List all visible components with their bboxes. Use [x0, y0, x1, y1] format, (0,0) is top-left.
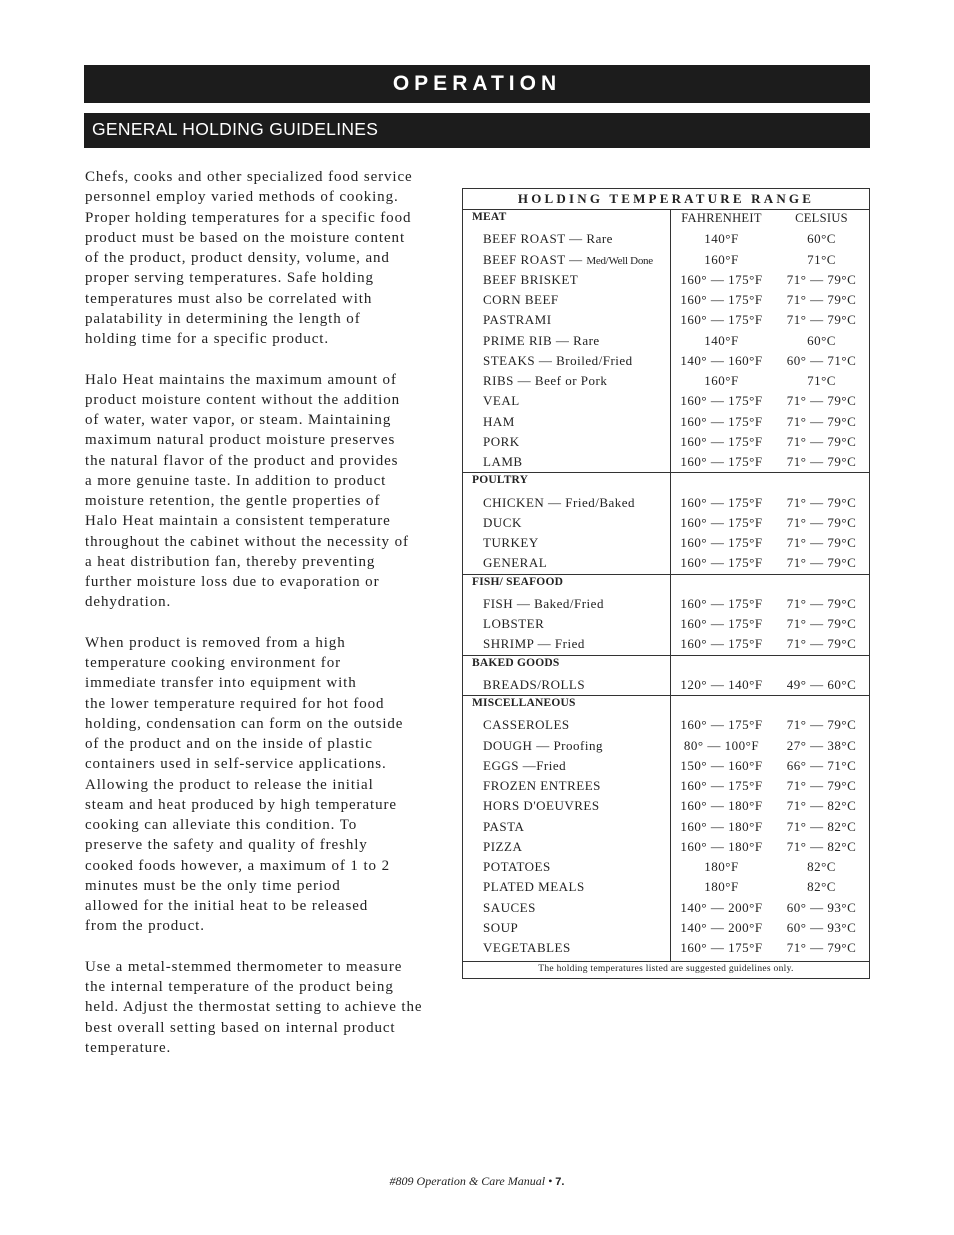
- table-row: [463, 938, 869, 958]
- table-row: [463, 229, 869, 249]
- paragraph-line: minutes must be the only time period: [85, 877, 341, 894]
- category-label: BAKED GOODS: [472, 656, 560, 669]
- table-row: [463, 614, 869, 634]
- fahrenheit-value: 140°F: [704, 332, 739, 348]
- item-name-text: LAMB: [483, 454, 523, 469]
- paragraph-line: temperatures must also be correlated with: [85, 290, 373, 307]
- fahrenheit-value: 160° — 175°F: [680, 271, 763, 287]
- celsius-value: 71° — 82°C: [786, 838, 857, 854]
- item-name-text: EGGS —Fried: [483, 757, 567, 773]
- paragraph-line: best overall setting based on internal product: [85, 1019, 396, 1036]
- item-name-text: TURKEY: [483, 535, 539, 550]
- celsius-value: 82°C: [807, 879, 836, 895]
- fahrenheit-value: 160° — 175°F: [680, 636, 763, 652]
- paragraph-gap: [85, 349, 480, 369]
- item-name: [483, 373, 607, 389]
- fahrenheit-value: 140° — 160°F: [680, 352, 763, 368]
- item-name-detail: Med/Well Done: [586, 254, 653, 267]
- item-name-text: PASTRAMI: [483, 312, 552, 328]
- table-category-row: [463, 209, 869, 229]
- paragraph-gap: [85, 613, 480, 633]
- category-label: FISH/ SEAFOOD: [472, 575, 564, 588]
- category-label: MEAT: [472, 211, 507, 223]
- fahrenheit-value: 160° — 175°F: [680, 778, 763, 793]
- paragraph-line: Halo Heat maintains the maximum amount of: [85, 371, 397, 388]
- celsius-value: 60° — 71°C: [786, 352, 857, 368]
- item-name-text: VEAL: [483, 393, 520, 409]
- paragraph-line: the internal temperature of the product being: [85, 979, 394, 995]
- paragraph-line: moisture retention, the gentle properties of: [85, 493, 381, 509]
- item-name: [483, 839, 522, 855]
- paragraph-line: of the product and on the inside of plastic: [85, 736, 373, 752]
- item-name: [483, 333, 600, 349]
- fahrenheit-value: 150° — 160°F: [680, 757, 763, 773]
- celsius-value: 71° — 79°C: [786, 393, 857, 409]
- item-name: [483, 393, 520, 409]
- paragraph-line: a more genuine taste. In addition to product: [85, 472, 387, 489]
- item-name: [483, 555, 547, 571]
- fahrenheit-value: 160° — 175°F: [680, 595, 763, 611]
- table-row: [463, 391, 869, 411]
- item-name-text: CORN BEEF: [483, 292, 559, 307]
- item-name: [483, 495, 635, 511]
- item-name-text: PORK: [483, 433, 520, 449]
- celsius-value: 71° — 82°C: [786, 818, 857, 834]
- table-row: [463, 715, 869, 735]
- table-category-row: [463, 472, 869, 492]
- fahrenheit-value: 160° — 180°F: [680, 838, 763, 854]
- item-name: [483, 252, 653, 268]
- item-name-text: CASSEROLES: [483, 717, 570, 733]
- fahrenheit-value: 160° — 175°F: [680, 535, 763, 550]
- table-footnote: The holding temperatures listed are suggested guidelines only.: [538, 964, 794, 974]
- celsius-value: 60°C: [807, 231, 836, 247]
- fahrenheit-value: 160°F: [704, 373, 739, 388]
- body-text: [85, 167, 480, 1058]
- item-name: [483, 535, 539, 551]
- celsius-value: 71° — 79°C: [786, 494, 857, 510]
- paragraph-line: of the product, product density, volume, and: [85, 250, 390, 266]
- celsius-value: 71° — 82°C: [786, 798, 857, 814]
- item-name-text: PASTA: [483, 818, 525, 834]
- item-name-text: BEEF BRISKET: [483, 271, 579, 287]
- item-name-text: SHRIMP — Fried: [483, 636, 585, 652]
- celsius-value: 71° — 79°C: [786, 514, 857, 530]
- celsius-value: 71° — 79°C: [786, 940, 857, 955]
- item-name: [483, 292, 559, 308]
- item-name: [483, 738, 603, 754]
- celsius-value: 71° — 79°C: [786, 717, 857, 733]
- item-name-text: RIBS — Beef or Pork: [483, 373, 608, 388]
- table-row: [463, 918, 869, 938]
- category-label: POULTRY: [472, 474, 529, 487]
- item-name-text: GENERAL: [483, 555, 548, 571]
- item-name-text: HORS D'OEUVRES: [483, 798, 600, 814]
- item-name-text: POTATOES: [483, 859, 551, 874]
- item-name-text: PLATED MEALS: [483, 879, 585, 895]
- fahrenheit-value: 160° — 175°F: [680, 555, 763, 571]
- paragraph-line: immediate transfer into equipment with: [85, 675, 357, 692]
- celsius-value: 71° — 79°C: [786, 433, 857, 449]
- item-name: [483, 312, 552, 328]
- page-footer: [0, 1174, 954, 1189]
- table-row: [463, 310, 869, 330]
- table-row: [463, 857, 869, 877]
- item-name: [483, 900, 536, 916]
- item-name: [483, 717, 570, 733]
- fahrenheit-value: 160° — 175°F: [680, 616, 763, 631]
- fahrenheit-value: 80° — 100°F: [683, 737, 760, 753]
- fahrenheit-value: 140°F: [704, 231, 739, 247]
- celsius-value: 71° — 79°C: [786, 271, 857, 287]
- item-name: [483, 414, 515, 430]
- table-row: [463, 736, 869, 756]
- table-row: [463, 412, 869, 432]
- item-name: [483, 859, 551, 875]
- fahrenheit-value: 160°F: [704, 251, 739, 267]
- paragraph-line: When product is removed from a high: [85, 634, 346, 651]
- fahrenheit-value: 160° — 180°F: [680, 798, 763, 814]
- table-row: [463, 776, 869, 796]
- item-name-text: DUCK: [483, 514, 522, 530]
- paragraph-line: preserve the safety and quality of freshly: [85, 837, 368, 854]
- category-label: MISCELLANEOUS: [472, 697, 576, 709]
- item-name-text: BEEF ROAST — Rare: [483, 231, 613, 247]
- fahrenheit-value: 160° — 175°F: [680, 312, 763, 328]
- holding-temperature-table: [462, 188, 870, 979]
- fahrenheit-value: 120° — 140°F: [680, 676, 763, 692]
- paragraph-line: personnel employ varied methods of cooking.: [85, 189, 399, 206]
- paragraph-gap: [85, 937, 480, 957]
- item-name: [483, 353, 633, 369]
- celsius-value: 71°C: [807, 251, 836, 267]
- celsius-value: 60°C: [807, 332, 836, 348]
- table-row: [463, 270, 869, 290]
- fahrenheit-value: 160° — 175°F: [680, 433, 763, 449]
- fahrenheit-value: 180°F: [704, 859, 739, 874]
- table-row: [463, 837, 869, 857]
- table-category-row: [463, 574, 869, 594]
- paragraph-line: of water, water vapor, or steam. Maintaining: [85, 412, 392, 428]
- item-name: [483, 758, 566, 774]
- table-row: [463, 594, 869, 614]
- fahrenheit-header: FAHRENHEIT: [681, 211, 762, 225]
- table-row: [463, 533, 869, 553]
- item-name: [483, 272, 578, 288]
- paragraph-line: steam and heat produced by high temperature: [85, 796, 397, 813]
- table-row: [463, 675, 869, 695]
- table-row: [463, 817, 869, 837]
- table-row: [463, 452, 869, 472]
- paragraph-line: from the product.: [85, 918, 205, 935]
- table-row: [463, 796, 869, 816]
- table-row: [463, 756, 869, 776]
- paragraph-line: palatability in determining the length of: [85, 310, 361, 327]
- item-name-text: PIZZA: [483, 838, 523, 854]
- fahrenheit-value: 160° — 175°F: [680, 292, 763, 307]
- paragraph-line: containers used in self-service applications.: [85, 756, 387, 773]
- table-row: [463, 371, 869, 391]
- celsius-value: 71°C: [807, 373, 836, 388]
- table-row: [463, 290, 869, 310]
- item-name-text: BREADS/ROLLS: [483, 676, 586, 692]
- item-name: [483, 798, 600, 814]
- page-number: 7.: [555, 1176, 565, 1188]
- item-name: [483, 596, 604, 612]
- item-name-text: FROZEN ENTREES: [483, 778, 601, 793]
- table-row: [463, 493, 869, 513]
- celsius-value: 27° — 38°C: [786, 737, 857, 753]
- fahrenheit-value: 160° — 180°F: [680, 818, 763, 834]
- item-name: [483, 778, 601, 794]
- item-name-text: FISH — Baked/Fried: [483, 595, 604, 611]
- celsius-value: 71° — 79°C: [786, 595, 857, 611]
- celsius-value: 71° — 79°C: [786, 778, 857, 793]
- paragraph-line: cooking can alleviate this condition. To: [85, 817, 358, 833]
- paragraph-line: maximum natural product moisture preserves: [85, 432, 396, 449]
- paragraph-line: the lower temperature required for hot food: [85, 695, 385, 712]
- table-row: [463, 351, 869, 371]
- celsius-value: 71° — 79°C: [786, 555, 857, 571]
- item-name: [483, 231, 613, 247]
- item-name: [483, 636, 585, 652]
- table-row: [463, 877, 869, 897]
- celsius-value: 60° — 93°C: [786, 919, 857, 935]
- fahrenheit-value: 160° — 175°F: [680, 494, 763, 510]
- item-name: [483, 616, 544, 632]
- table-row: [463, 432, 869, 452]
- subsection-banner: [84, 113, 870, 148]
- item-name-text: BEEF ROAST —: [483, 251, 587, 267]
- table-row: [463, 250, 869, 270]
- item-name: [483, 819, 524, 835]
- paragraph-line: temperature cooking environment for: [85, 655, 342, 671]
- paragraph-line: Allowing the product to release the initial: [85, 776, 374, 793]
- fahrenheit-value: 140° — 200°F: [680, 899, 763, 915]
- celsius-value: 82°C: [807, 859, 836, 874]
- paragraph-line: allowed for the initial heat to be released: [85, 898, 369, 914]
- celsius-value: 71° — 79°C: [786, 454, 857, 469]
- table-row: [463, 634, 869, 654]
- paragraph-line: holding, condensation can form on the outside: [85, 715, 404, 732]
- celsius-value: 49° — 60°C: [786, 676, 857, 692]
- celsius-value: 71° — 79°C: [786, 312, 857, 328]
- item-name-text: SAUCES: [483, 899, 536, 915]
- paragraph-line: product must be based on the moisture content: [85, 229, 406, 246]
- celsius-value: 60° — 93°C: [786, 899, 857, 915]
- item-name-text: DOUGH — Proofing: [483, 737, 603, 753]
- paragraph-line: temperature.: [85, 1039, 172, 1056]
- item-name-text: PRIME RIB — Rare: [483, 332, 600, 348]
- item-name: [483, 454, 523, 470]
- celsius-header: CELSIUS: [795, 211, 848, 225]
- item-name-text: HAM: [483, 413, 515, 429]
- paragraph-line: holding time for a specific product.: [85, 331, 330, 347]
- item-name: [483, 434, 520, 450]
- item-name: [483, 920, 518, 936]
- paragraph-line: a heat distribution fan, thereby preventing: [85, 553, 376, 570]
- celsius-value: 71° — 79°C: [786, 616, 857, 631]
- section-title: OPERATION: [392, 72, 562, 95]
- paragraph-line: the natural flavor of the product and provides: [85, 452, 399, 469]
- paragraph-line: proper serving temperatures. Safe holding: [85, 270, 374, 287]
- subsection-title: GENERAL HOLDING GUIDELINES: [92, 119, 379, 139]
- celsius-value: 71° — 79°C: [786, 292, 857, 307]
- paragraph-line: throughout the cabinet without the necessity of: [85, 533, 409, 550]
- table-row: [463, 331, 869, 351]
- paragraph-line: Chefs, cooks and other specialized food service: [85, 169, 413, 185]
- fahrenheit-value: 160° — 175°F: [680, 413, 763, 429]
- celsius-value: 71° — 79°C: [786, 413, 857, 429]
- paragraph-line: product moisture content without the addition: [85, 391, 401, 408]
- celsius-value: 71° — 79°C: [786, 636, 857, 652]
- paragraph-line: further moisture loss due to evaporation or: [85, 574, 380, 590]
- fahrenheit-value: 160° — 175°F: [680, 393, 763, 409]
- footer-text: #809 Operation & Care Manual •: [389, 1174, 556, 1188]
- paragraph-line: cooked foods however, a maximum of 1 to 2: [85, 857, 390, 874]
- item-name: [483, 515, 522, 531]
- fahrenheit-value: 180°F: [704, 879, 739, 895]
- item-name-text: SOUP: [483, 919, 519, 935]
- item-name-text: LOBSTER: [483, 616, 545, 631]
- fahrenheit-value: 160° — 175°F: [680, 514, 763, 530]
- celsius-value: 71° — 79°C: [786, 535, 857, 550]
- table-category-row: [463, 655, 869, 675]
- fahrenheit-value: 160° — 175°F: [680, 454, 763, 469]
- paragraph-line: Proper holding temperatures for a specific food: [85, 209, 412, 226]
- item-name: [483, 677, 585, 693]
- item-name-text: CHICKEN — Fried/Baked: [483, 494, 636, 510]
- table-title: HOLDING TEMPERATURE RANGE: [517, 191, 815, 206]
- fahrenheit-value: 140° — 200°F: [680, 919, 763, 935]
- table-row: [463, 513, 869, 533]
- item-name: [483, 940, 571, 956]
- paragraph-line: held. Adjust the thermostat setting to achieve the: [85, 999, 423, 1016]
- paragraph-line: dehydration.: [85, 594, 172, 611]
- table-row: [463, 553, 869, 573]
- item-name-text: STEAKS — Broiled/Fried: [483, 352, 633, 368]
- table-category-row: [463, 695, 869, 715]
- paragraph-line: Halo Heat maintain a consistent temperature: [85, 513, 391, 530]
- paragraph-line: Use a metal-stemmed thermometer to measure: [85, 958, 403, 975]
- fahrenheit-value: 160° — 175°F: [680, 940, 763, 955]
- item-name: [483, 879, 585, 895]
- celsius-value: 66° — 71°C: [786, 757, 857, 773]
- fahrenheit-value: 160° — 175°F: [680, 717, 763, 733]
- item-name-text: VEGETABLES: [483, 940, 571, 955]
- section-banner: [84, 65, 870, 103]
- table-row: [463, 898, 869, 918]
